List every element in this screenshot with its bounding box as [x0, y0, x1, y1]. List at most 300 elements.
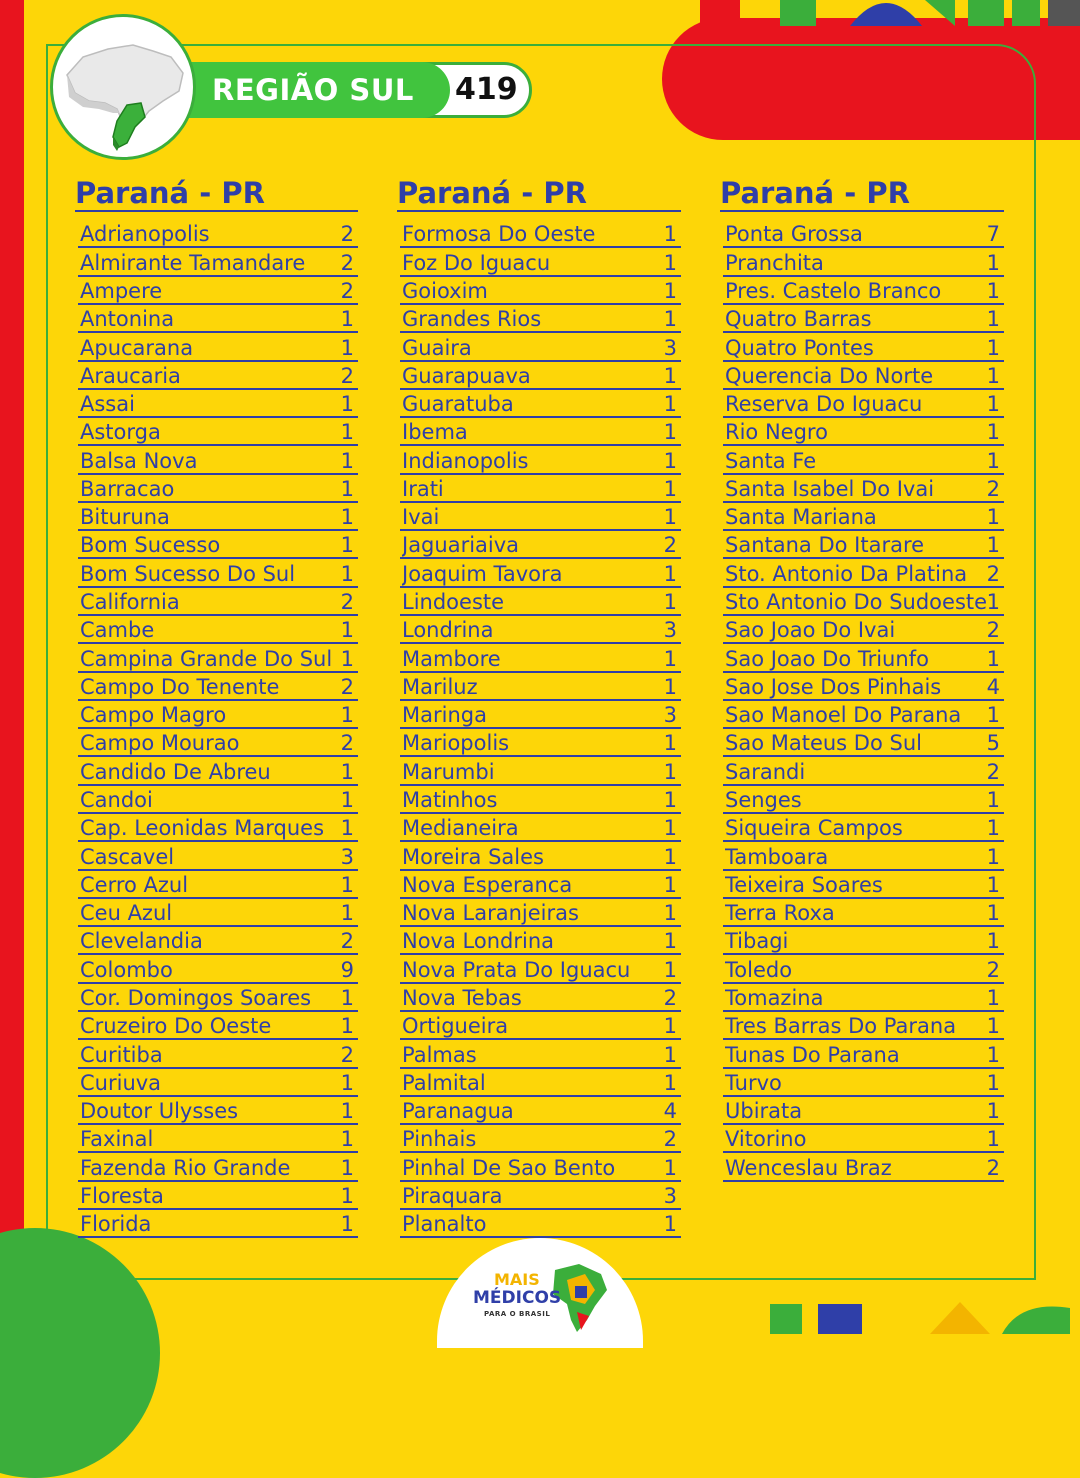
list-item [400, 1014, 681, 1040]
list-item [78, 703, 358, 729]
list-item [723, 1099, 1004, 1125]
municipality-name: Sarandi [725, 759, 806, 784]
list-item [723, 759, 1004, 785]
list-item [723, 901, 1004, 927]
brazil-map-icon [50, 14, 196, 160]
list-item [400, 561, 681, 587]
municipality-name: Bom Sucesso Do Sul [80, 561, 296, 586]
list-item [723, 590, 1004, 616]
municipality-name: Reserva Do Iguacu [725, 392, 923, 417]
bottom-right-shapes [770, 1300, 1080, 1334]
list-item [400, 872, 681, 898]
municipality-name: Lindoeste [402, 590, 505, 615]
list-item [723, 392, 1004, 418]
column-title: Paraná - PR [75, 176, 358, 212]
list-item [400, 759, 681, 785]
municipality-name: Ceu Azul [80, 901, 173, 926]
list-item [78, 448, 358, 474]
top-right-shapes [700, 0, 1080, 26]
vacancy-count: 1 [340, 985, 354, 1010]
vacancy-count: 1 [663, 363, 677, 388]
municipality-name: Nova Esperanca [402, 872, 573, 897]
municipality-name: Quatro Barras [725, 307, 872, 332]
vacancy-count: 1 [986, 278, 1000, 303]
list-item [723, 420, 1004, 446]
list-item [78, 505, 358, 531]
vacancy-count: 2 [340, 674, 354, 699]
list-item [78, 392, 358, 418]
municipality-name: Maringa [402, 703, 487, 728]
list-item [400, 618, 681, 644]
vacancy-count: 1 [986, 816, 1000, 841]
municipality-name: Sao Joao Do Ivai [725, 618, 896, 643]
list-item [723, 1155, 1004, 1181]
municipality-name: Tibagi [725, 929, 789, 954]
municipality-name: Senges [725, 788, 802, 813]
municipality-name: Balsa Nova [80, 448, 198, 473]
vacancy-count: 1 [340, 476, 354, 501]
vacancy-count: 1 [663, 788, 677, 813]
municipality-name: Nova Londrina [402, 929, 554, 954]
list-item [78, 731, 358, 757]
vacancy-count: 1 [340, 646, 354, 671]
list-item [723, 703, 1004, 729]
municipality-name: Quatro Pontes [725, 335, 874, 360]
vacancy-count: 1 [986, 363, 1000, 388]
municipality-name: Foz Do Iguacu [402, 250, 551, 275]
municipality-name: Santa Isabel Do Ivai [725, 476, 935, 501]
vacancy-count: 1 [340, 703, 354, 728]
vacancy-count: 1 [340, 618, 354, 643]
municipality-name: Colombo [80, 957, 173, 982]
municipality-name: Querencia Do Norte [725, 363, 934, 388]
vacancy-count: 1 [340, 533, 354, 558]
municipality-name: Bituruna [80, 505, 170, 530]
list-item [723, 533, 1004, 559]
list-item [78, 307, 358, 333]
municipality-name: Cerro Azul [80, 872, 189, 897]
list-item [400, 816, 681, 842]
list-item [78, 788, 358, 814]
municipality-name: Sto Antonio Do Sudoeste [725, 590, 987, 615]
municipality-name: Santa Fe [725, 448, 817, 473]
vacancy-count: 1 [986, 533, 1000, 558]
list-item [723, 561, 1004, 587]
list-item [400, 505, 681, 531]
vacancy-count: 2 [663, 533, 677, 558]
vacancy-count: 1 [340, 335, 354, 360]
list-item [723, 731, 1004, 757]
municipality-name: Sao Manoel Do Parana [725, 703, 962, 728]
municipality-name: Clevelandia [80, 929, 203, 954]
list-item [78, 1070, 358, 1096]
vacancy-count: 1 [663, 731, 677, 756]
vacancy-count: 2 [340, 731, 354, 756]
vacancy-count: 1 [986, 420, 1000, 445]
list-item [400, 307, 681, 333]
list-item [723, 929, 1004, 955]
municipality-name: Candoi [80, 788, 153, 813]
vacancy-count: 1 [663, 844, 677, 869]
municipality-name: Santa Mariana [725, 505, 877, 530]
list-item [400, 533, 681, 559]
list-item [78, 1127, 358, 1153]
vacancy-count: 4 [663, 1099, 677, 1124]
vacancy-count: 2 [986, 1155, 1000, 1180]
list-item [400, 363, 681, 389]
vacancy-count: 1 [986, 1070, 1000, 1095]
municipality-name: Astorga [80, 420, 161, 445]
municipality-name: Guaratuba [402, 392, 514, 417]
vacancy-count: 1 [340, 816, 354, 841]
list-item [723, 1014, 1004, 1040]
list-item [78, 816, 358, 842]
vacancy-count: 1 [986, 250, 1000, 275]
municipality-name: Mariopolis [402, 731, 510, 756]
list-item [78, 222, 358, 248]
vacancy-count: 1 [340, 788, 354, 813]
vacancy-count: 3 [663, 335, 677, 360]
municipality-name: Pinhais [402, 1127, 477, 1152]
vacancy-count: 1 [986, 307, 1000, 332]
list-item [723, 872, 1004, 898]
list-item [78, 1155, 358, 1181]
column-1 [75, 176, 358, 1240]
vacancy-count: 1 [663, 448, 677, 473]
vacancy-count: 1 [986, 901, 1000, 926]
municipality-name: Faxinal [80, 1127, 154, 1152]
municipality-name: Campo Do Tenente [80, 674, 280, 699]
vacancy-count: 4 [986, 674, 1000, 699]
vacancy-count: 1 [340, 505, 354, 530]
municipality-name: Sao Jose Dos Pinhais [725, 674, 942, 699]
vacancy-count: 2 [340, 590, 354, 615]
vacancy-count: 1 [986, 788, 1000, 813]
vacancy-count: 1 [340, 1070, 354, 1095]
vacancy-count: 1 [340, 392, 354, 417]
municipality-name: Piraquara [402, 1183, 503, 1208]
vacancy-count: 1 [340, 1183, 354, 1208]
list-item [78, 1042, 358, 1068]
list-item [400, 1042, 681, 1068]
vacancy-count: 1 [340, 1155, 354, 1180]
list-item [400, 1099, 681, 1125]
vacancy-count: 1 [986, 703, 1000, 728]
municipality-name: Assai [80, 392, 135, 417]
vacancy-count: 2 [986, 957, 1000, 982]
vacancy-count: 5 [986, 731, 1000, 756]
list-item [78, 561, 358, 587]
vacancy-count: 1 [663, 1042, 677, 1067]
vacancy-count: 1 [986, 335, 1000, 360]
region-title: REGIÃO SUL [212, 73, 414, 107]
municipality-name: Campo Mourao [80, 731, 240, 756]
vacancy-count: 1 [986, 1099, 1000, 1124]
list-item [723, 986, 1004, 1012]
vacancy-count: 1 [663, 957, 677, 982]
municipality-name: Paranagua [402, 1099, 514, 1124]
municipality-name: Ponta Grossa [725, 222, 863, 247]
logo-line-2: MÉDICOS [473, 1288, 562, 1308]
municipality-name: Sao Joao Do Triunfo [725, 646, 929, 671]
municipality-name: Sto. Antonio Da Platina [725, 561, 968, 586]
list-item [78, 590, 358, 616]
vacancy-count: 1 [663, 759, 677, 784]
list-item [400, 590, 681, 616]
list-item [78, 279, 358, 305]
list-item [78, 618, 358, 644]
list-item [78, 759, 358, 785]
vacancy-count: 2 [986, 759, 1000, 784]
vacancy-count: 2 [340, 278, 354, 303]
list-item [78, 929, 358, 955]
vacancy-count: 1 [986, 646, 1000, 671]
municipality-list [400, 222, 681, 1238]
list-item [400, 646, 681, 672]
list-item [400, 1070, 681, 1096]
municipality-name: Turvo [725, 1070, 782, 1095]
municipality-name: Tres Barras Do Parana [725, 1014, 957, 1039]
list-item [400, 957, 681, 983]
list-item [400, 731, 681, 757]
municipality-name: Campina Grande Do Sul [80, 646, 333, 671]
list-item [78, 986, 358, 1012]
list-item [78, 957, 358, 983]
vacancy-count: 1 [663, 929, 677, 954]
vacancy-count: 3 [340, 844, 354, 869]
vacancy-count: 9 [340, 957, 354, 982]
list-item [78, 477, 358, 503]
list-item [400, 335, 681, 361]
vacancy-count: 3 [663, 703, 677, 728]
vacancy-count: 7 [986, 222, 1000, 247]
list-item [400, 844, 681, 870]
vacancy-count: 1 [663, 505, 677, 530]
vacancy-count: 1 [663, 561, 677, 586]
list-item [400, 986, 681, 1012]
municipality-name: Nova Prata Do Iguacu [402, 957, 631, 982]
vacancy-count: 1 [340, 1014, 354, 1039]
municipality-list [723, 222, 1004, 1182]
municipality-name: Nova Tebas [402, 985, 522, 1010]
municipality-name: Cascavel [80, 844, 175, 869]
vacancy-count: 1 [986, 1042, 1000, 1067]
municipality-name: Ampere [80, 278, 163, 303]
vacancy-count: 2 [986, 561, 1000, 586]
logo-line-1: MAIS [494, 1270, 540, 1289]
list-item [723, 505, 1004, 531]
vacancy-count: 1 [340, 307, 354, 332]
municipality-name: Ubirata [725, 1099, 803, 1124]
column-3 [720, 176, 1004, 1184]
vacancy-count: 3 [663, 1183, 677, 1208]
vacancy-count: 1 [340, 448, 354, 473]
municipality-name: Indianopolis [402, 448, 529, 473]
municipality-name: California [80, 590, 180, 615]
list-item [78, 675, 358, 701]
logo-line-3: PARA O BRASIL [484, 1310, 551, 1318]
municipality-name: Guaira [402, 335, 472, 360]
list-item [78, 533, 358, 559]
municipality-name: Rio Negro [725, 420, 828, 445]
vacancy-count: 2 [340, 929, 354, 954]
municipality-name: Guarapuava [402, 363, 531, 388]
vacancy-count: 1 [986, 505, 1000, 530]
vacancy-count: 1 [986, 872, 1000, 897]
list-item [400, 1184, 681, 1210]
municipality-name: Palmas [402, 1042, 477, 1067]
vacancy-count: 2 [986, 618, 1000, 643]
list-item [78, 1184, 358, 1210]
list-item [78, 901, 358, 927]
municipality-name: Fazenda Rio Grande [80, 1155, 291, 1180]
list-item [400, 1155, 681, 1181]
municipality-name: Nova Laranjeiras [402, 901, 579, 926]
municipality-name: Vitorino [725, 1127, 807, 1152]
vacancy-count: 2 [663, 1127, 677, 1152]
municipality-name: Barracao [80, 476, 175, 501]
municipality-name: Tomazina [725, 985, 824, 1010]
list-item [723, 250, 1004, 276]
municipality-name: Campo Magro [80, 703, 227, 728]
municipality-name: Santana Do Itarare [725, 533, 925, 558]
vacancy-count: 1 [663, 250, 677, 275]
list-item [723, 307, 1004, 333]
municipality-name: Tunas Do Parana [725, 1042, 900, 1067]
vacancy-count: 1 [663, 476, 677, 501]
vacancy-count: 2 [340, 222, 354, 247]
vacancy-count: 2 [986, 476, 1000, 501]
vacancy-count: 1 [340, 759, 354, 784]
municipality-name: Grandes Rios [402, 307, 542, 332]
municipality-name: Irati [402, 476, 444, 501]
vacancy-count: 1 [986, 1127, 1000, 1152]
column-title: Paraná - PR [720, 176, 1004, 212]
vacancy-count: 1 [663, 392, 677, 417]
municipality-name: Planalto [402, 1212, 487, 1237]
list-item [78, 363, 358, 389]
municipality-name: Mariluz [402, 674, 478, 699]
list-item [400, 250, 681, 276]
vacancy-count: 1 [986, 1014, 1000, 1039]
municipality-name: Moreira Sales [402, 844, 544, 869]
list-item [723, 618, 1004, 644]
vacancy-count: 1 [986, 448, 1000, 473]
list-item [723, 222, 1004, 248]
region-total: 419 [455, 72, 518, 107]
list-item [400, 788, 681, 814]
municipality-name: Formosa Do Oeste [402, 222, 596, 247]
vacancy-count: 1 [663, 1212, 677, 1237]
list-item [400, 392, 681, 418]
list-item [78, 646, 358, 672]
municipality-name: Ibema [402, 420, 468, 445]
municipality-name: Cruzeiro Do Oeste [80, 1014, 272, 1039]
vacancy-count: 1 [340, 1212, 354, 1237]
list-item [723, 957, 1004, 983]
municipality-name: Curiuva [80, 1070, 162, 1095]
list-item [78, 1014, 358, 1040]
vacancy-count: 1 [663, 1014, 677, 1039]
municipality-name: Ivai [402, 505, 440, 530]
vacancy-count: 1 [986, 590, 1000, 615]
vacancy-count: 1 [663, 816, 677, 841]
vacancy-count: 1 [986, 392, 1000, 417]
vacancy-count: 1 [663, 307, 677, 332]
list-item [723, 279, 1004, 305]
municipality-name: Pres. Castelo Branco [725, 278, 942, 303]
vacancy-count: 1 [340, 561, 354, 586]
vacancy-count: 1 [986, 844, 1000, 869]
municipality-name: Palmital [402, 1070, 486, 1095]
list-item [78, 250, 358, 276]
municipality-name: Bom Sucesso [80, 533, 221, 558]
municipality-list [78, 222, 358, 1238]
municipality-name: Adrianopolis [80, 222, 210, 247]
vacancy-count: 1 [663, 646, 677, 671]
municipality-name: Almirante Tamandare [80, 250, 306, 275]
municipality-name: Cor. Domingos Soares [80, 985, 312, 1010]
vacancy-count: 1 [986, 985, 1000, 1010]
list-item [723, 844, 1004, 870]
vacancy-count: 1 [663, 278, 677, 303]
list-item [400, 675, 681, 701]
municipality-name: Marumbi [402, 759, 495, 784]
list-item [78, 1099, 358, 1125]
vacancy-count: 2 [663, 985, 677, 1010]
list-item [723, 477, 1004, 503]
municipality-name: Mambore [402, 646, 501, 671]
municipality-name: Cap. Leonidas Marques [80, 816, 325, 841]
municipality-name: Teixeira Soares [725, 872, 883, 897]
list-item [723, 1070, 1004, 1096]
municipality-name: Floresta [80, 1183, 164, 1208]
municipality-name: Terra Roxa [725, 901, 835, 926]
vacancy-count: 2 [340, 250, 354, 275]
municipality-name: Medianeira [402, 816, 519, 841]
municipality-name: Antonina [80, 307, 175, 332]
left-red-stripe [0, 0, 24, 1334]
municipality-name: Joaquim Tavora [402, 561, 563, 586]
municipality-name: Matinhos [402, 788, 498, 813]
list-item [78, 335, 358, 361]
vacancy-count: 1 [663, 1155, 677, 1180]
list-item [400, 1212, 681, 1238]
municipality-name: Apucarana [80, 335, 194, 360]
municipality-name: Goioxim [402, 278, 488, 303]
vacancy-count: 1 [663, 222, 677, 247]
list-item [723, 1042, 1004, 1068]
list-item [400, 448, 681, 474]
list-item [723, 448, 1004, 474]
list-item [723, 335, 1004, 361]
list-item [723, 363, 1004, 389]
list-item [723, 1127, 1004, 1153]
municipality-name: Florida [80, 1212, 152, 1237]
municipality-name: Araucaria [80, 363, 181, 388]
municipality-name: Wenceslau Braz [725, 1155, 892, 1180]
list-item [78, 420, 358, 446]
municipality-name: Jaguariaiva [402, 533, 520, 558]
municipality-name: Sao Mateus Do Sul [725, 731, 922, 756]
vacancy-count: 1 [663, 1070, 677, 1095]
list-item [400, 901, 681, 927]
list-item [723, 646, 1004, 672]
vacancy-count: 1 [340, 1099, 354, 1124]
list-item [400, 279, 681, 305]
municipality-name: Londrina [402, 618, 494, 643]
vacancy-count: 2 [340, 363, 354, 388]
